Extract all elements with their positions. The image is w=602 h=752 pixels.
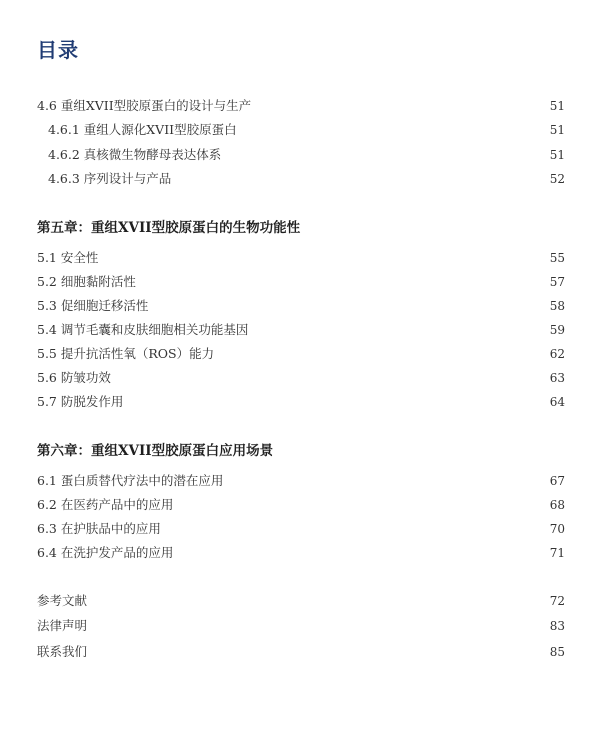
toc-entry-page: 83 (549, 619, 565, 633)
toc-entry-4-6-3[interactable] (48, 169, 565, 189)
toc-entry-4-6-1[interactable] (48, 120, 565, 140)
toc-entry-6-3[interactable] (37, 519, 565, 539)
toc-entry-page: 68 (549, 498, 565, 512)
toc-entry-label: 参考文献 (37, 593, 88, 608)
toc-entry-label: 5.2 细胞黏附活性 (37, 274, 136, 289)
toc-entry-legal[interactable] (37, 616, 565, 636)
toc-chapter-5[interactable] (37, 218, 565, 238)
toc-entry-page: 85 (549, 645, 565, 659)
toc-entry-label: 法律声明 (37, 618, 88, 633)
toc-entry-page: 51 (549, 148, 565, 162)
toc-entry-page: 55 (549, 251, 565, 265)
toc-entry-page: 59 (549, 323, 565, 337)
toc-chapter-label: 第五章：重组XVII型胶原蛋白的生物功能性 (37, 220, 301, 236)
toc-entry-label: 4.6.3 序列设计与产品 (48, 171, 172, 186)
toc-entry-label: 6.1 蛋白质替代疗法中的潜在应用 (37, 473, 224, 488)
toc-entry-5-4[interactable] (37, 320, 565, 340)
toc-entry-5-3[interactable] (37, 296, 565, 316)
toc-chapter-6[interactable] (37, 441, 565, 461)
toc-entry-label: 5.3 促细胞迁移活性 (37, 298, 149, 313)
toc-entry-label: 5.4 调节毛囊和皮肤细胞相关功能基因 (37, 322, 249, 337)
toc-entry-label: 5.5 提升抗活性氧（ROS）能力 (37, 346, 215, 361)
toc-entry-label: 5.1 安全性 (37, 250, 99, 265)
toc-entry-5-2[interactable] (37, 272, 565, 292)
toc-entry-label: 4.6.1 重组人源化XVII型胶原蛋白 (48, 122, 237, 137)
toc-entry-4-6[interactable] (37, 96, 565, 116)
toc-entry-label: 6.4 在洗护发产品的应用 (37, 545, 174, 560)
toc-entry-5-5[interactable] (37, 344, 565, 364)
toc-entry-label: 5.6 防皱功效 (37, 370, 111, 385)
toc-entry-page: 67 (549, 474, 565, 488)
toc-entry-page: 70 (549, 522, 565, 536)
toc-entry-5-1[interactable] (37, 248, 565, 268)
toc-entry-label: 6.2 在医药产品中的应用 (37, 497, 174, 512)
toc-entry-4-6-2[interactable] (48, 145, 565, 165)
toc-entry-page: 58 (549, 299, 565, 313)
page-title: 目录 (37, 38, 79, 62)
toc-entry-page: 62 (549, 347, 565, 361)
toc-entry-page: 51 (549, 99, 565, 113)
toc-chapter-label: 第六章：重组XVII型胶原蛋白应用场景 (37, 443, 274, 459)
toc-entry-page: 57 (549, 275, 565, 289)
toc-entry-5-6[interactable] (37, 368, 565, 388)
toc-entry-page: 71 (549, 546, 565, 560)
toc-entry-label: 6.3 在护肤品中的应用 (37, 521, 161, 536)
toc-entry-label: 5.7 防脱发作用 (37, 394, 124, 409)
toc-entry-contact[interactable] (37, 642, 565, 662)
toc-entry-page: 64 (549, 395, 565, 409)
toc-entry-6-1[interactable] (37, 471, 565, 491)
toc-entry-label: 4.6 重组XVII型胶原蛋白的设计与生产 (37, 98, 252, 113)
toc-entry-page: 63 (549, 371, 565, 385)
toc-entry-page: 52 (549, 172, 565, 186)
toc-entry-label: 4.6.2 真核微生物酵母表达体系 (48, 147, 222, 162)
toc-entry-label: 联系我们 (37, 644, 88, 659)
toc-entry-6-2[interactable] (37, 495, 565, 515)
toc-entry-references[interactable] (37, 591, 565, 611)
toc-entry-5-7[interactable] (37, 392, 565, 412)
toc-entry-page: 51 (549, 123, 565, 137)
toc-entry-6-4[interactable] (37, 543, 565, 563)
toc-entry-page: 72 (549, 594, 565, 608)
